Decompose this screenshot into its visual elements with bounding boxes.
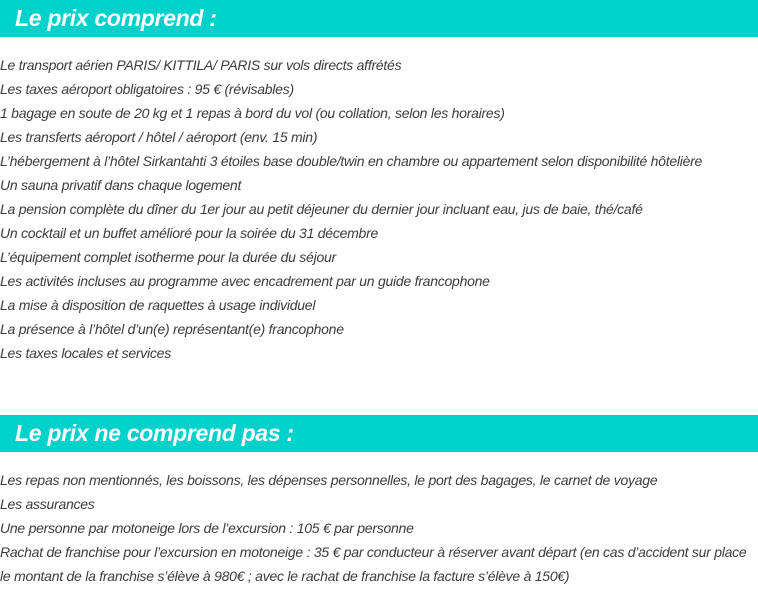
list-item: Les taxes locales et services <box>0 345 171 361</box>
excluded-section-header <box>0 415 758 452</box>
excluded-section-title: Le prix ne comprend pas : <box>15 420 294 446</box>
list-item: L’hébergement à l’hôtel Sirkantahti 3 étoiles base double/twin en chambre ou appartement selon disponibilité hôtelière <box>0 153 703 169</box>
excluded-list <box>0 468 758 588</box>
included-section-header <box>0 0 758 37</box>
list-item: La présence à l’hôtel d’un(e) représentant(e) francophone <box>0 321 344 337</box>
list-item: Les assurances <box>0 496 95 512</box>
list-item: Les taxes aéroport obligatoires : 95 € (révisables) <box>0 81 294 97</box>
list-item: Rachat de franchise pour l’excursion en motoneige : 35 € par conducteur à réserver avant départ (en cas d’accident sur place le montant de la franchise s’élève à 980€ ; avec le rachat de franchise la facture s’élève à 150€) <box>0 544 747 584</box>
list-item: La mise à disposition de raquettes à usage individuel <box>0 297 316 313</box>
list-item: La pension complète du dîner du 1er jour au petit déjeuner du dernier jour incluant eau, jus de baie, thé/café <box>0 201 643 217</box>
list-item: L’équipement complet isotherme pour la durée du séjour <box>0 249 336 265</box>
list-item: Un cocktail et un buffet amélioré pour la soirée du 31 décembre <box>0 225 379 241</box>
included-section-title: Le prix comprend : <box>15 5 217 31</box>
list-item: 1 bagage en soute de 20 kg et 1 repas à bord du vol (ou collation, selon les horaires) <box>0 105 505 121</box>
list-item: Les activités incluses au programme avec encadrement par un guide francophone <box>0 273 490 289</box>
included-list <box>0 53 702 365</box>
list-item: Le transport aérien PARIS/ KITTILA/ PARIS sur vols directs affrétés <box>0 57 402 73</box>
list-item: Une personne par motoneige lors de l’excursion : 105 € par personne <box>0 520 414 536</box>
list-item: Les repas non mentionnés, les boissons, les dépenses personnelles, le port des bagages, le carnet de voyage <box>0 472 658 488</box>
list-item: Un sauna privatif dans chaque logement <box>0 177 242 193</box>
list-item: Les transferts aéroport / hôtel / aéroport (env. 15 min) <box>0 129 318 145</box>
